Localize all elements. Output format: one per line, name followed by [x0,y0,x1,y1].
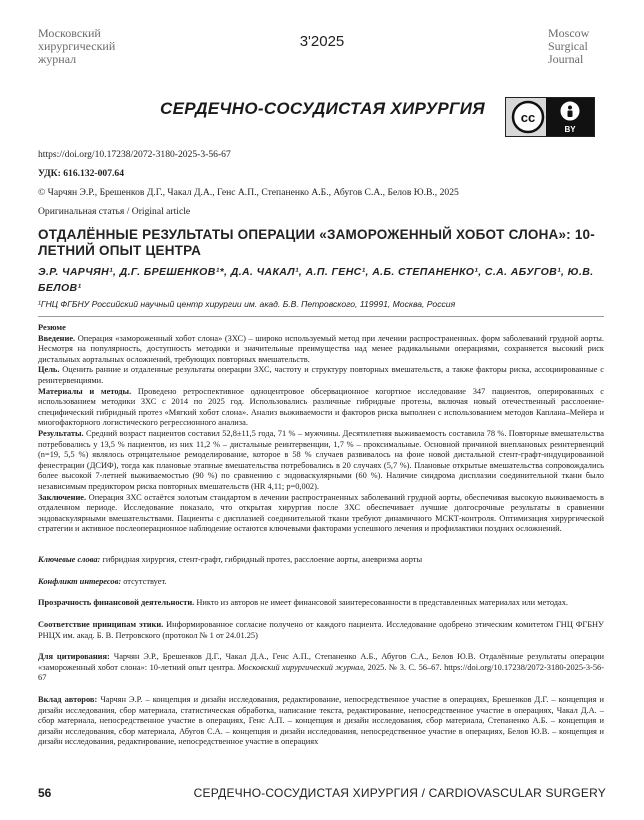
journal-en-line-1: Moscow [548,26,590,40]
keywords-text: гибридная хирургия, стент-графт, гибридный протез, расслоение аорты, аневризма аорты [102,555,423,564]
keywords-label: Ключевые слова: [38,555,101,564]
conclusion-label: Заключение. [38,492,87,502]
article-type: Оригинальная статья / Original article [38,206,191,217]
conflict-of-interest [38,577,604,588]
ethics-label: Соответствие принципам этики. [38,620,164,629]
cc-by-badge-graphic [506,98,594,136]
abstract-aim [38,365,604,386]
funding-label: Прозрачность финансовой деятельности. [38,598,195,607]
intro-text: Операция «замороженный хобот слона» (ЗХС) – широко используемый метод при лечении распространенных. форм заболеваний грудной аорты. Несмотря на популярность, доступность методики и значительные преимущества над менее радикальными операциями, сохраняется высокий риск дистальных аортальных осложнений, требующих повторных вмешательств. [38,333,604,364]
abstract-intro [38,334,604,366]
results-label: Результаты. [38,428,84,438]
udk-line [38,168,124,179]
citation-main: Чарчян Э.Р., Брешенков Д.Г., Чакал Д.А., Генс А.П., Степаненко А.Б., Абугов С.А., Белов Ю.В. Отдалённые результаты операции «замороженный хобот слона»: 10-летний опыт центра. [38,652,604,672]
citation-journal: Московский хирургический журнал, [237,662,366,672]
abstract-conclusion [38,493,604,535]
section-title: СЕРДЕЧНО-СОСУДИСТАЯ ХИРУРГИЯ [160,99,485,118]
issue-number: 3'2025 [299,33,345,50]
methods-label: Материалы и методы. [38,386,132,396]
ethics-text: Информированное согласие получено от каждого пациента. Исследование одобрено этическим комитетом ГНЦ ФГБНУ РНЦХ им. акад. Б. В. Петровского (протокол № 1 от 24.01.25) [38,620,604,640]
conflict-text: отсутствует. [123,577,167,586]
by-icon [561,102,579,120]
aim-text: Оценить ранние и отдаленные результаты операции ЗХС, частоту и структуру повторных вмешательств, а также факторы риска, ассоциированные с реинтервенциями. [38,365,604,385]
cc-icon [513,102,543,132]
svg-text:cc: cc [520,110,536,125]
methods-text: Проведено ретроспективное одноцентровое обсервационное когортное исследование 347 пациентов, оперированных с использованием методики ЗХС с 2014 по 2025 год. Использовались различные гибридные протезы, включая новый отечественный расслоение-специфический гибридный протез «Мягкий хобот слона». Анализ выживаемости и факторов риска выполнен с использованием методов Каплана–Мейера и многофакторного логистического регрессионного анализа. [38,386,605,428]
udk-label: УДК: [38,168,61,179]
contrib-label: Вклад авторов: [38,695,98,704]
conflict-label: Конфликт интересов: [38,577,122,586]
cc-by-license-badge[interactable] [505,97,595,137]
doi-link[interactable]: https://doi.org/10.17238/2072-3180-2025-3-56-67 [38,149,231,160]
journal-ru-line-3: журнал [38,52,77,66]
intro-label: Введение. [38,333,76,343]
ethics-statement [38,620,604,641]
abstract [38,323,604,535]
results-text: Средний возраст пациентов составил 52,8±11,5 года, 71 % – мужчины. Десятилетняя выживаемость составила 78 %. Повторные вмешательства потребовались у 13,5 % пациентов, из них 11,2 % – дистальные реинтервенции, 1,7 % – проксимальные. Основной причиной внеплановых реинтервенций (n=19, 5,5 %) являлось отрицательное ремоделирование, которое в 58 % случаев развивалось на фоне новой дистальной стент-графт-индуцированной фенестрации (ДСИФ), тогда как плановые этапные вмешательства потребовались в 20 случаях (5,7 %). Плановые открытые вмешательства сопровождались более высокой 7-летней выживаемостью (90 %) по сравнению с эндоваскулярными (60 %). Наличие синдрома дисплазии соединительной ткани было независимым предиктором риска повторных вмешательств (HR 4,11; p=0,002). [38,428,604,491]
aim-label: Цель. [38,365,60,375]
citation-label: Для цитирования: [38,652,110,661]
citation-tail: 2025. № 3. С. 56–67. https://doi.org/10.17238/2072-3180-2025-3-56-67 [38,662,604,683]
abstract-results [38,429,604,493]
funding-statement [38,598,604,609]
divider [38,316,604,317]
journal-en-line-3: Journal [548,52,584,66]
by-label: BY [564,125,576,134]
journal-logo-en [548,27,618,66]
keywords [38,555,604,566]
footer-section: СЕРДЕЧНО-СОСУДИСТАЯ ХИРУРГИЯ / CARDIOVASCULAR SURGERY [193,786,606,800]
journal-ru-line-2: хирургический [38,39,116,53]
conclusion-text: Операция ЗХС остаётся золотым стандартом в лечении распространенных заболеваний грудной аорты, обеспечивая высокую выживаемость в отдаленном периоде. Исследование показало, что открытая хирургия после ЗХС обеспечивает лучшие долгосрочные результаты в сравнении эндоваскулярными вмешательствами. Пациенты с дисплазией соединительной ткани требуют динамичного МСКТ-контроля. Оптимизация хирургической стратегии и активное послеоперационное наблюдение остаются ключевыми факторами успешного лечения и профилактики поздних осложнений. [38,492,605,534]
citation [38,652,604,684]
journal-en-line-2: Surgical [548,39,588,53]
journal-ru-line-1: Московский [38,26,101,40]
affiliation: ¹ГНЦ ФГБНУ Российский научный центр хирургии им. акад. Б.В. Петровского, 119991, Москва, Россия [38,299,456,309]
article-title: ОТДАЛЁННЫЕ РЕЗУЛЬТАТЫ ОПЕРАЦИИ «ЗАМОРОЖЕННЫЙ ХОБОТ СЛОНА»: 10-ЛЕТНИЙ ОПЫТ ЦЕНТРА [38,227,595,258]
page-number: 56 [38,786,52,800]
author-list: Э.Р. ЧАРЧЯН¹, Д.Г. БРЕШЕНКОВ¹*, Д.А. ЧАКАЛ¹, А.П. ГЕНС¹, А.Б. СТЕПАНЕНКО¹, С.А. АБУГОВ¹, Ю.В. БЕЛОВ¹ [38,266,594,294]
author-contributions [38,695,604,748]
funding-text: Никто из авторов не имеет финансовой заинтересованности в представленных материалах или методах. [196,598,569,607]
copyright-line: © Чарчян Э.Р., Брешенков Д.Г., Чакал Д.А., Генс А.П., Степаненко А.Б., Абугов С.А., Белов Ю.В., 2025 [38,187,459,198]
abstract-methods [38,387,604,429]
udk-value: 616.132-007.64 [63,168,124,179]
abstract-heading: Резюме [38,323,66,332]
contrib-text: Чарчян Э.Р. – концепция и дизайн исследования, редактирование, непосредственное участие в операциях, Брешенков Д.Г. – концепция и дизайн исследования, сбор материала, статистическая обработка, написание текста, редактирование, непосредственное участие в операциях, Чакал Д.А. – сбор материала, непосредственное участие в операциях, Генс А.П. – концепция и дизайн исследования, сбор материала, Степаненко А.Б. – концепция и дизайн исследования, сбор материала, Абугов С.А. – концепция и дизайн исследования, непосредственное участие в операциях, Белов Ю.В. – концепция и дизайн исследования, редактирование, непосредственное участие в операциях [38,695,604,747]
